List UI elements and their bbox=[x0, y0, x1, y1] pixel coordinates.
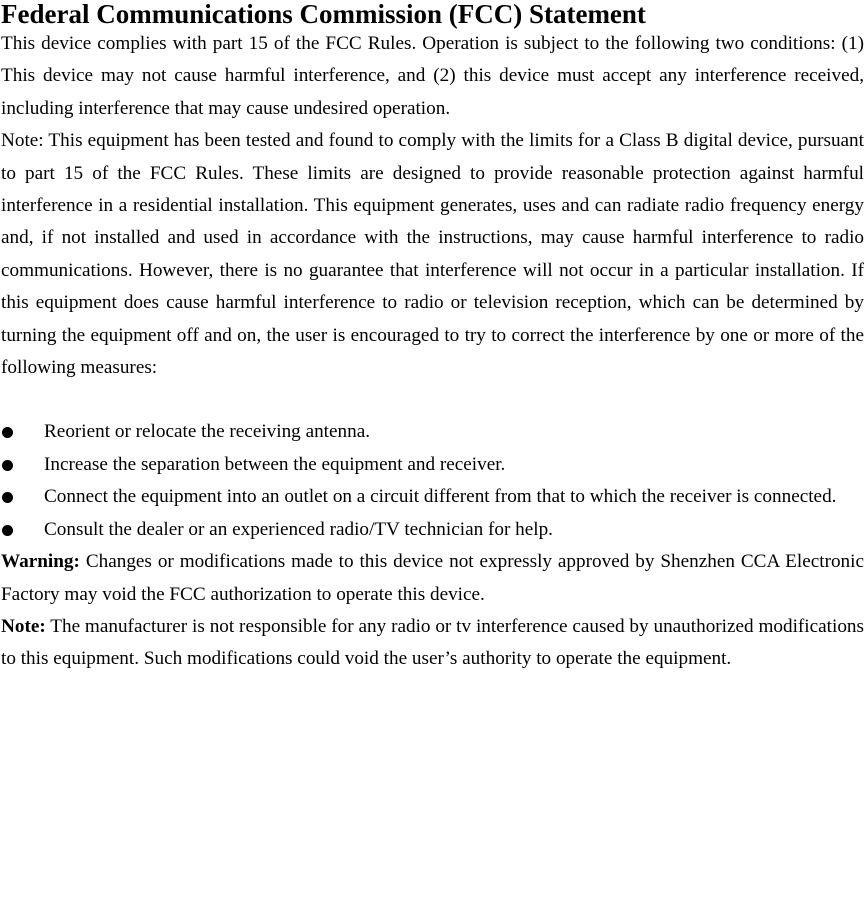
list-item bbox=[1, 481, 864, 513]
measure-text: Increase the separation between the equipment and receiver. bbox=[44, 453, 506, 475]
bullet-icon bbox=[2, 427, 13, 438]
page-title: Federal Communications Commission (FCC) Statement bbox=[1, 0, 646, 29]
bullet-icon bbox=[2, 460, 13, 471]
measures-list bbox=[1, 416, 864, 546]
bullet-icon bbox=[2, 492, 13, 503]
warning-text: Changes or modifications made to this device not expressly approved by Shenzhen CCA Electronic Factory may void the FCC authorization to operate this device. bbox=[1, 551, 864, 605]
warning-label: Warning: bbox=[1, 551, 80, 573]
compliance-paragraph: This device complies with part 15 of the FCC Rules. Operation is subject to the following two conditions: (1) This device may not cause harmful interference, and (2) this device must accept any interference received, including interference that may cause undesired operation. bbox=[1, 33, 864, 119]
class-b-note-paragraph: Note: This equipment has been tested and found to comply with the limits for a Class B digital device, pursuant to part 15 of the FCC Rules. These limits are designed to provide reasonable protection against harmful interference in a residential installation. This equipment generates, uses and can radiate radio frequency energy and, if not installed and used in accordance with the instructions, may cause harmful interference to radio communications. However, there is no guarantee that interference will not occur in a particular installation. If this equipment does cause harmful interference to radio or television reception, which can be determined by turning the equipment off and on, the user is encouraged to try to correct the interference by one or more of the following measures: bbox=[1, 130, 864, 379]
bullet-icon bbox=[2, 525, 13, 536]
list-item bbox=[1, 514, 864, 546]
measure-text: Reorient or relocate the receiving antenna. bbox=[44, 421, 371, 443]
list-item bbox=[1, 449, 864, 481]
warning-paragraph bbox=[1, 546, 864, 611]
measure-text: Consult the dealer or an experienced radio/TV technician for help. bbox=[44, 518, 553, 540]
manufacturer-note-label: Note: bbox=[1, 615, 46, 637]
manufacturer-note-text: The manufacturer is not responsible for any radio or tv interference caused by unauthorized modifications to this equipment. Such modifications could void the user’s authority to operate the equipment. bbox=[1, 615, 864, 670]
list-item bbox=[1, 416, 864, 448]
measure-text: Connect the equipment into an outlet on a circuit different from that to which the receiver is connected. bbox=[44, 486, 837, 508]
manufacturer-note-paragraph bbox=[1, 611, 864, 676]
